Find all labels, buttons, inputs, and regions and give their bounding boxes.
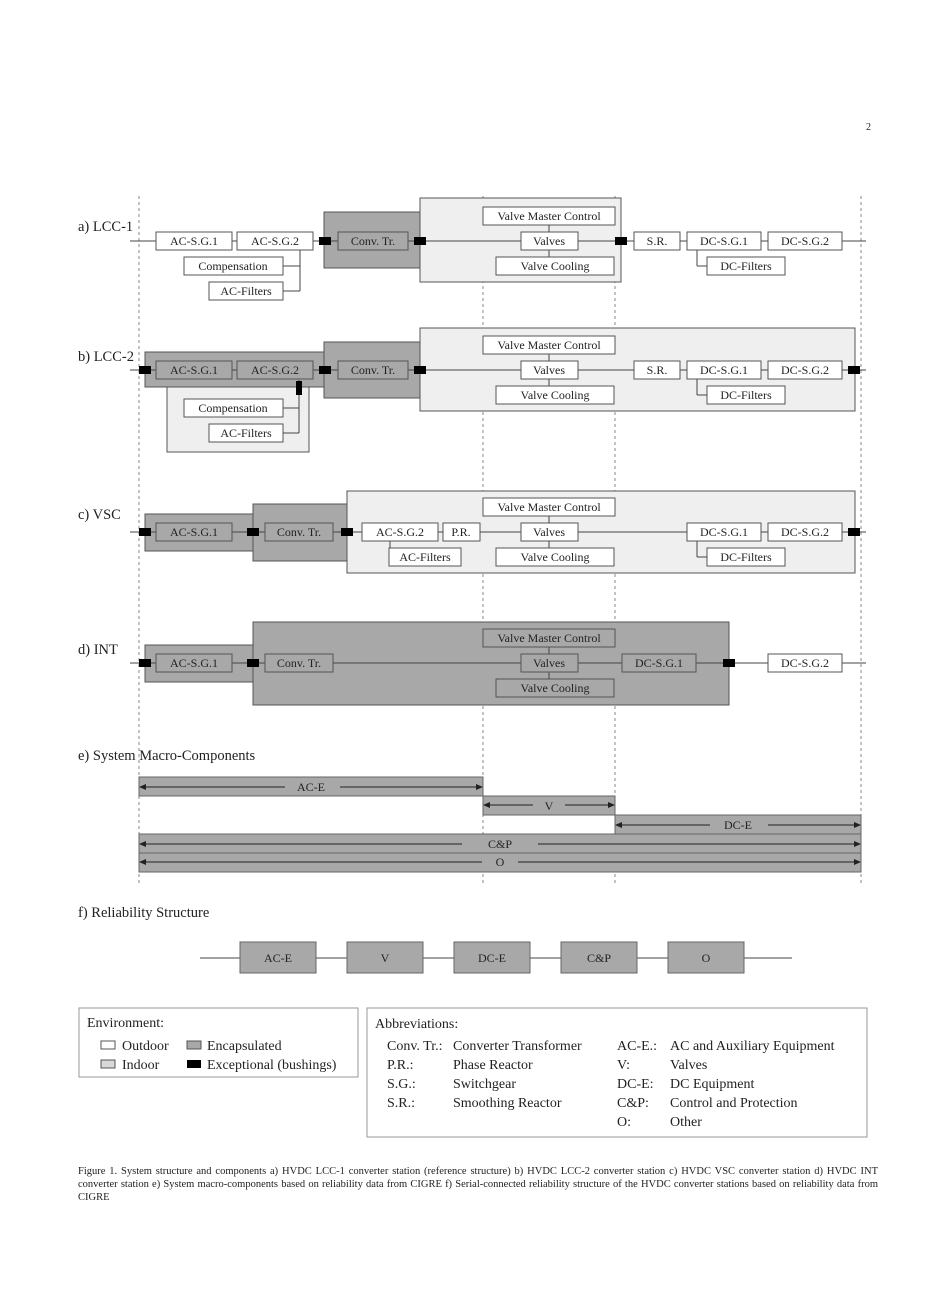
vsc-ac-sg2: AC-S.G.2: [375, 525, 425, 539]
lcc1-ac-filters: AC-Filters: [220, 284, 272, 298]
abbr-value-1: Converter Transformer: [453, 1039, 582, 1054]
int-ac-sg1: AC-S.G.1: [169, 656, 219, 670]
figure-caption: Figure 1. System structure and components a) HVDC LCC-1 converter station (reference structure) b) HVDC LCC-2 converter station c) HVDC VSC converter station d) HVDC INT converter station e) System macro-components based on reliability data from CIGRE f) Serial-connected reliability structure of the HVDC converter stations based on reliability data from CIGRE: [78, 1166, 878, 1203]
abbr-key-7: DC-E:: [617, 1077, 654, 1092]
lcc2-valves: Valves: [533, 363, 565, 377]
lcc1-dc-sg1: DC-S.G.1: [699, 234, 749, 248]
env-encapsulated: Encapsulated: [207, 1039, 282, 1054]
vsc-ac-filters: AC-Filters: [399, 550, 451, 564]
abbr-title: Abbreviations:: [375, 1017, 459, 1032]
section-lcc2: [78, 328, 866, 452]
reliability-label-ac-e: AC-E: [264, 951, 292, 965]
indoor-swatch: [101, 1060, 115, 1068]
vsc-valve-master-control: Valve Master Control: [497, 500, 601, 514]
lcc1-dc-sg2: DC-S.G.2: [780, 234, 830, 248]
abbr-value-7: DC Equipment: [670, 1077, 755, 1092]
lcc1-ac-sg2: AC-S.G.2: [250, 234, 300, 248]
abbr-key-8: C&P:: [617, 1096, 649, 1111]
section-int: [78, 622, 866, 705]
vsc-dc-sg1: DC-S.G.1: [699, 525, 749, 539]
page-number: 2: [866, 122, 871, 133]
abbr-value-6: Valves: [670, 1058, 708, 1073]
section-lcc1: [78, 198, 866, 300]
int-valve-cooling: Valve Cooling: [520, 681, 590, 695]
abbr-value-8: Control and Protection: [670, 1096, 798, 1111]
lcc1-valves: Valves: [533, 234, 565, 248]
int-valves: Valves: [533, 656, 565, 670]
lcc1-valve-master-control: Valve Master Control: [497, 209, 601, 223]
macro-dc-e: DC-E: [724, 818, 752, 832]
macro-ac-e: AC-E: [297, 780, 325, 794]
lcc1-title: a) LCC-1: [78, 219, 134, 235]
env-title: Environment:: [87, 1016, 164, 1031]
vsc-valves: Valves: [533, 525, 565, 539]
int-valve-master-control: Valve Master Control: [497, 631, 601, 645]
reliability-label-v: V: [380, 951, 390, 965]
lcc1-valve-cooling: Valve Cooling: [520, 259, 590, 273]
lcc2-ac-sg2: AC-S.G.2: [250, 363, 300, 377]
vsc-conv-tr: Conv. Tr.: [276, 525, 322, 539]
vsc-valve-cooling: Valve Cooling: [520, 550, 590, 564]
int-dc-sg1: DC-S.G.1: [634, 656, 684, 670]
abbr-value-5: AC and Auxiliary Equipment: [670, 1039, 835, 1054]
abbr-key-4: S.R.:: [387, 1096, 416, 1111]
lcc1-smoothing-reactor: S.R.: [646, 234, 668, 248]
abbr-key-5: AC-E.:: [617, 1039, 658, 1054]
lcc2-dc-sg2: DC-S.G.2: [780, 363, 830, 377]
abbr-key-2: P.R.:: [387, 1058, 414, 1073]
reliability-label-dc-e: DC-E: [478, 951, 506, 965]
lcc2-dc-filters: DC-Filters: [720, 388, 772, 402]
int-conv-tr: Conv. Tr.: [276, 656, 322, 670]
macro-valves: V: [544, 799, 554, 813]
abbr-value-4: Smoothing Reactor: [453, 1096, 562, 1111]
vsc-dc-sg2: DC-S.G.2: [780, 525, 830, 539]
encapsulated-swatch: [187, 1041, 201, 1049]
abbr-key-6: V:: [617, 1058, 630, 1073]
outdoor-swatch: [101, 1041, 115, 1049]
section-macro-components: [78, 748, 861, 872]
lcc2-valve-master-control: Valve Master Control: [497, 338, 601, 352]
reliability-title: f) Reliability Structure: [78, 905, 210, 921]
lcc2-ac-filters: AC-Filters: [220, 426, 272, 440]
lcc2-conv-tr: Conv. Tr.: [350, 363, 396, 377]
macro-control-protection: C&P: [487, 837, 513, 851]
lcc1-conv-tr: Conv. Tr.: [350, 234, 396, 248]
macro-title: e) System Macro-Components: [78, 748, 256, 764]
section-vsc: [78, 491, 866, 573]
vsc-phase-reactor: P.R.: [451, 525, 471, 539]
vsc-title: c) VSC: [78, 507, 121, 523]
environment-legend: [79, 1008, 358, 1077]
lcc2-valve-cooling: Valve Cooling: [520, 388, 590, 402]
reliability-label-cp: C&P: [586, 951, 612, 965]
vsc-dc-filters: DC-Filters: [720, 550, 772, 564]
abbreviations-legend: [367, 1008, 867, 1137]
int-title: d) INT: [78, 642, 118, 658]
macro-other: O: [495, 855, 505, 869]
exceptional-swatch: [187, 1060, 201, 1068]
abbr-value-2: Phase Reactor: [453, 1058, 533, 1073]
lcc2-title: b) LCC-2: [78, 349, 134, 365]
abbr-value-3: Switchgear: [453, 1077, 516, 1092]
env-exceptional: Exceptional (bushings): [207, 1058, 337, 1073]
reliability-label-o: O: [701, 951, 711, 965]
lcc1-ac-sg1: AC-S.G.1: [169, 234, 219, 248]
vsc-ac-sg1: AC-S.G.1: [169, 525, 219, 539]
lcc1-dc-filters: DC-Filters: [720, 259, 772, 273]
section-reliability-structure: [78, 905, 792, 973]
lcc2-ac-sg1: AC-S.G.1: [169, 363, 219, 377]
env-outdoor: Outdoor: [122, 1039, 169, 1054]
abbr-key-1: Conv. Tr.:: [387, 1039, 443, 1054]
lcc1-compensation: Compensation: [198, 259, 268, 273]
int-dc-sg2: DC-S.G.2: [780, 656, 830, 670]
abbr-key-3: S.G.:: [387, 1077, 416, 1092]
env-indoor: Indoor: [122, 1058, 160, 1073]
lcc2-dc-sg1: DC-S.G.1: [699, 363, 749, 377]
lcc2-smoothing-reactor: S.R.: [646, 363, 668, 377]
abbr-key-9: O:: [617, 1115, 631, 1130]
lcc2-compensation: Compensation: [198, 401, 268, 415]
abbr-value-9: Other: [670, 1115, 702, 1130]
